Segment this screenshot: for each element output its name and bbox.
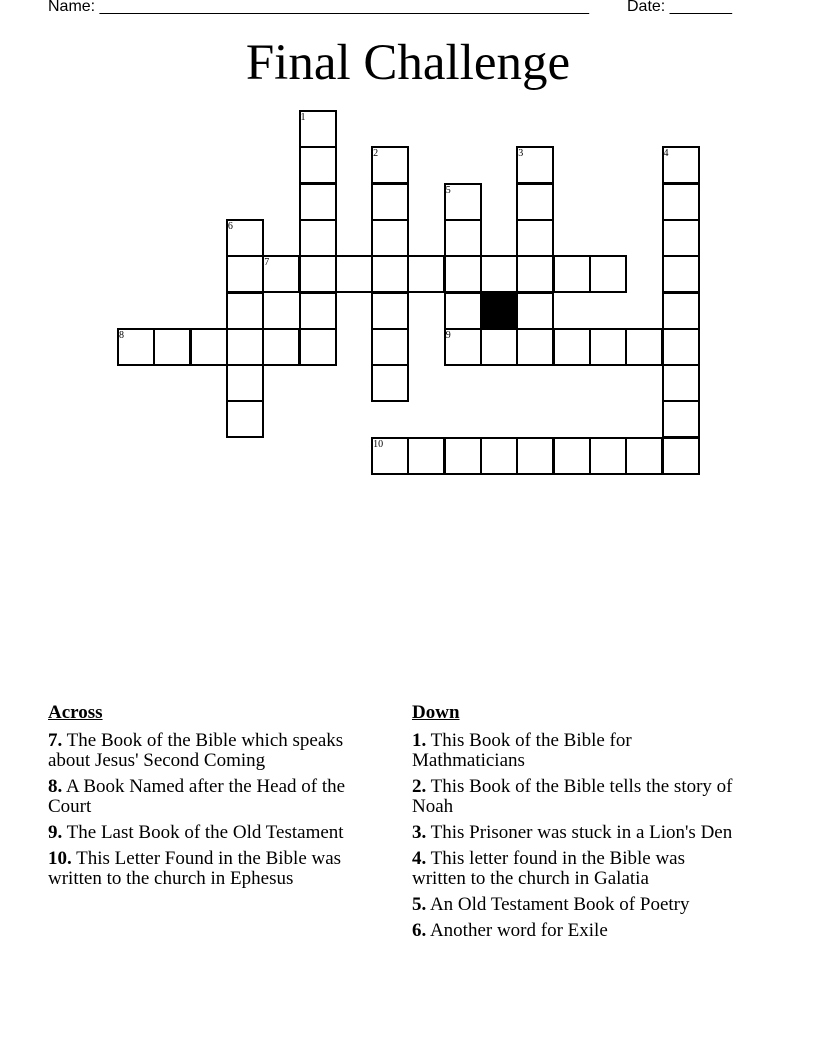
grid-cell[interactable]	[589, 328, 627, 366]
clue-number-3: 3	[518, 148, 524, 160]
clue-number-1: 1	[300, 112, 306, 123]
grid-cell[interactable]	[299, 292, 337, 330]
grid-cell[interactable]	[226, 292, 264, 330]
clue-number-2: 2	[373, 148, 379, 160]
grid-cell[interactable]	[371, 255, 409, 293]
grid-cell[interactable]	[407, 437, 445, 475]
clue-number-5: 5	[445, 184, 451, 196]
grid-cell[interactable]	[444, 437, 482, 475]
clue-number-8: 8	[119, 329, 124, 341]
clue-number-7: 7	[264, 257, 270, 269]
grid-cell[interactable]	[444, 292, 482, 330]
name-field[interactable]: Name: _______________________________________________________	[48, 0, 589, 15]
grid-cell[interactable]	[662, 255, 700, 293]
clue-across-9: 9. The Last Book of the Old Testament	[48, 822, 344, 843]
grid-cell[interactable]	[299, 183, 337, 221]
grid-cell[interactable]	[480, 328, 518, 366]
grid-cell[interactable]	[299, 255, 337, 293]
grid-cell[interactable]	[589, 437, 627, 475]
clue-across-10: 10. This Letter Found in the Bible was written to the church in Ephesus	[48, 848, 342, 889]
grid-cell[interactable]	[625, 328, 663, 366]
across-clues	[48, 703, 388, 895]
clue-down-3: 3. This Prisoner was stuck in a Lion's Den	[412, 822, 733, 843]
clue-number-4: 4	[663, 148, 669, 160]
grid-cell[interactable]	[625, 437, 663, 475]
across-heading: Across	[48, 702, 103, 723]
grid-cell[interactable]	[662, 364, 700, 402]
grid-cell[interactable]	[226, 364, 264, 402]
clue-down-5: 5. An Old Testament Book of Poetry	[412, 894, 690, 915]
clue-number-9: 9	[445, 329, 451, 341]
clue-down-1: 1. This Book of the Bible for Mathmaticians	[412, 730, 632, 771]
grid-cell[interactable]	[335, 255, 373, 293]
grid-cell[interactable]	[190, 328, 228, 366]
grid-cell[interactable]	[299, 219, 337, 257]
grid-cell[interactable]	[371, 219, 409, 257]
page-title: Final Challenge	[245, 35, 571, 91]
grid-cell[interactable]	[662, 292, 700, 330]
grid-cell[interactable]	[299, 328, 337, 366]
clue-number-6: 6	[227, 220, 233, 232]
grid-cell[interactable]	[662, 400, 700, 438]
grid-cell[interactable]	[553, 437, 591, 475]
grid-cell[interactable]	[589, 255, 627, 293]
grid-black-cell	[480, 292, 518, 330]
grid-cell[interactable]	[553, 255, 591, 293]
grid-cell[interactable]	[371, 183, 409, 221]
grid-cell[interactable]	[662, 437, 700, 475]
grid-cell[interactable]	[662, 183, 700, 221]
grid-cell[interactable]	[444, 255, 482, 293]
grid-cell[interactable]	[371, 292, 409, 330]
grid-cell[interactable]	[553, 328, 591, 366]
clue-across-7: 7. The Book of the Bible which speaks about Jesus' Second Coming	[48, 730, 344, 771]
grid-cell[interactable]	[407, 255, 445, 293]
clue-across-8: 8. A Book Named after the Head of the Court	[48, 776, 346, 817]
clue-down-4: 4. This letter found in the Bible was written to the church in Galatia	[412, 848, 685, 889]
grid-cell[interactable]	[299, 146, 337, 184]
grid-cell[interactable]	[516, 292, 554, 330]
grid-cell[interactable]	[262, 328, 300, 366]
crossword-grid	[0, 0, 816, 500]
date-field[interactable]: Date: _______	[627, 0, 732, 15]
grid-cell[interactable]	[371, 328, 409, 366]
grid-cell[interactable]	[226, 255, 264, 293]
grid-cell[interactable]	[480, 437, 518, 475]
grid-cell[interactable]	[516, 328, 554, 366]
grid-cell[interactable]	[480, 255, 518, 293]
grid-cell[interactable]	[516, 183, 554, 221]
grid-cell[interactable]	[444, 219, 482, 257]
grid-cell[interactable]	[516, 219, 554, 257]
clue-number-10: 10	[373, 438, 384, 450]
grid-cell[interactable]	[516, 437, 554, 475]
clue-down-2: 2. This Book of the Bible tells the story of Noah	[412, 776, 733, 817]
grid-cell[interactable]	[226, 400, 264, 438]
down-clues	[412, 703, 742, 947]
grid-cell[interactable]	[153, 328, 191, 366]
grid-cell[interactable]	[226, 328, 264, 366]
grid-cell[interactable]	[662, 219, 700, 257]
down-heading: Down	[412, 702, 460, 723]
grid-cell[interactable]	[516, 255, 554, 293]
grid-cell[interactable]	[371, 364, 409, 402]
grid-cell[interactable]	[662, 328, 700, 366]
clue-down-6: 6. Another word for Exile	[412, 920, 608, 941]
